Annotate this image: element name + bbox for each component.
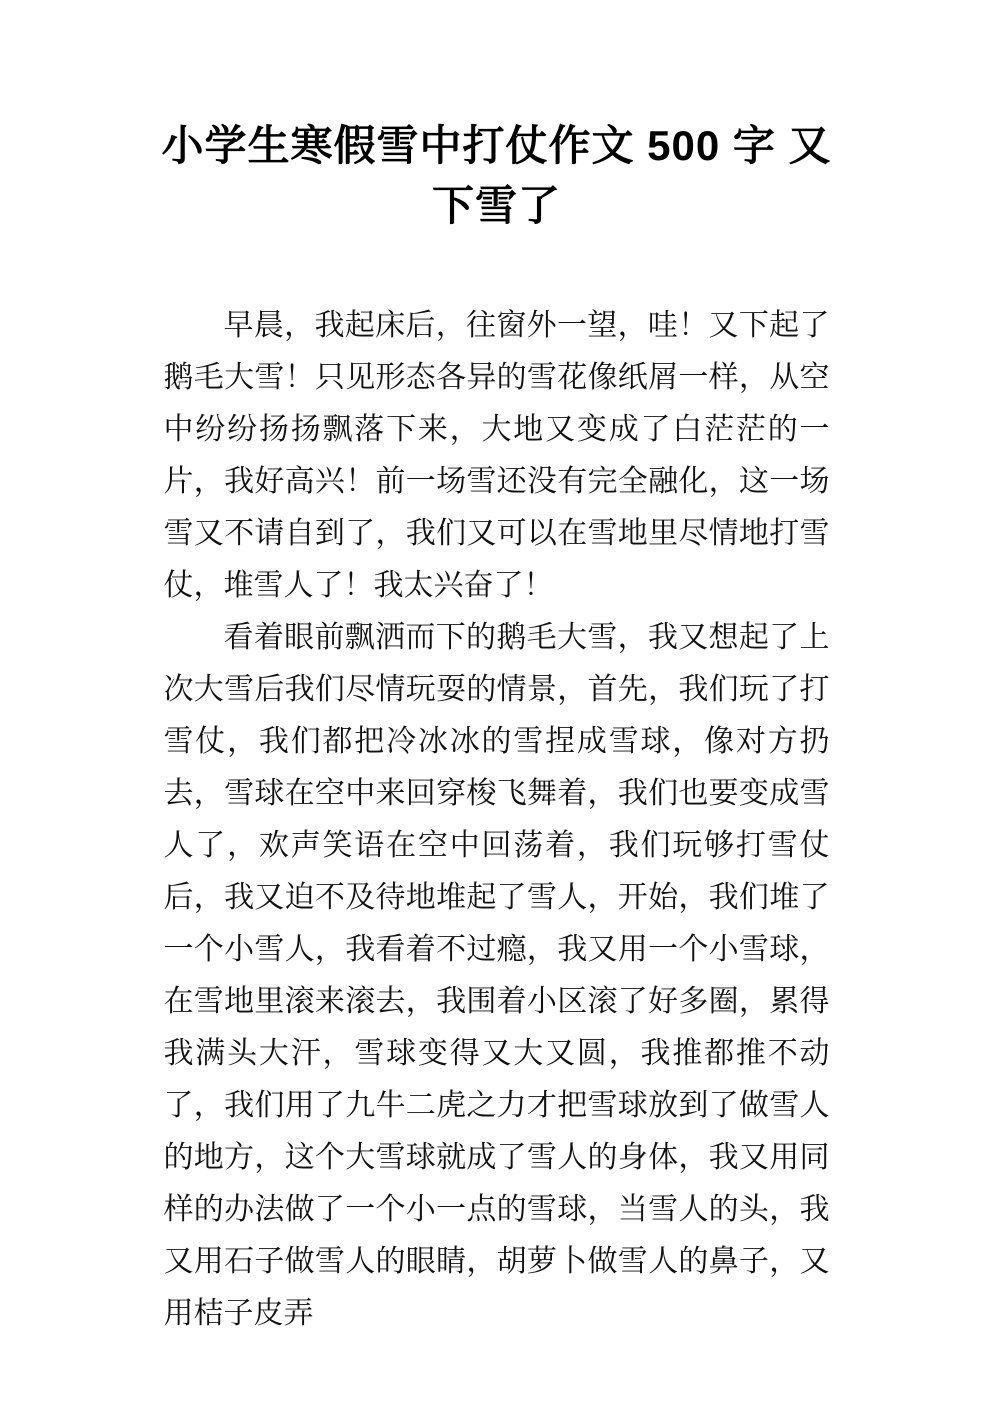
essay-paragraph-2: 看着眼前飘洒而下的鹅毛大雪，我又想起了上次大雪后我们尽情玩耍的情景，首先，我们玩了打雪仗，我们都把冷冰冰的雪捏成雪球，像对方扔去，雪球在空中来回穿梭飞舞着，我们也要变成雪人了，欢声笑语在空中回荡着，我们玩够打雪仗后，我又迫不及待地堆起了雪人，开始，我们堆了一个小雪人，我看着不过瘾，我又用一个小雪球，在雪地里滚来滚去，我围着小区滚了好多圈，累得我满头大汗，雪球变得又大又圆，我推都推不动了，我们用了九牛二虎之力才把雪球放到了做雪人的地方，这个大雪球就成了雪人的身体，我又用同样的办法做了一个小一点的雪球，当雪人的头，我又用石子做雪人的眼睛，胡萝卜做雪人的鼻子，又用桔子皮弄 xyxy=(163,621,830,1330)
essay-body xyxy=(164,300,830,1340)
essay-paragraph-1: 早晨，我起床后，往窗外一望，哇！又下起了鹅毛大雪！只见形态各异的雪花像纸屑一样，从空中纷纷扬扬飘落下来，大地又变成了白茫茫的一片，我好高兴！前一场雪还没有完全融化，这一场雪又不请自到了，我们又可以在雪地里尽情地打雪仗，堆雪人了！我太兴奋了！ xyxy=(163,309,830,602)
page-title: 小学生寒假雪中打仗作文 500 字 又下雪了 xyxy=(161,122,832,229)
